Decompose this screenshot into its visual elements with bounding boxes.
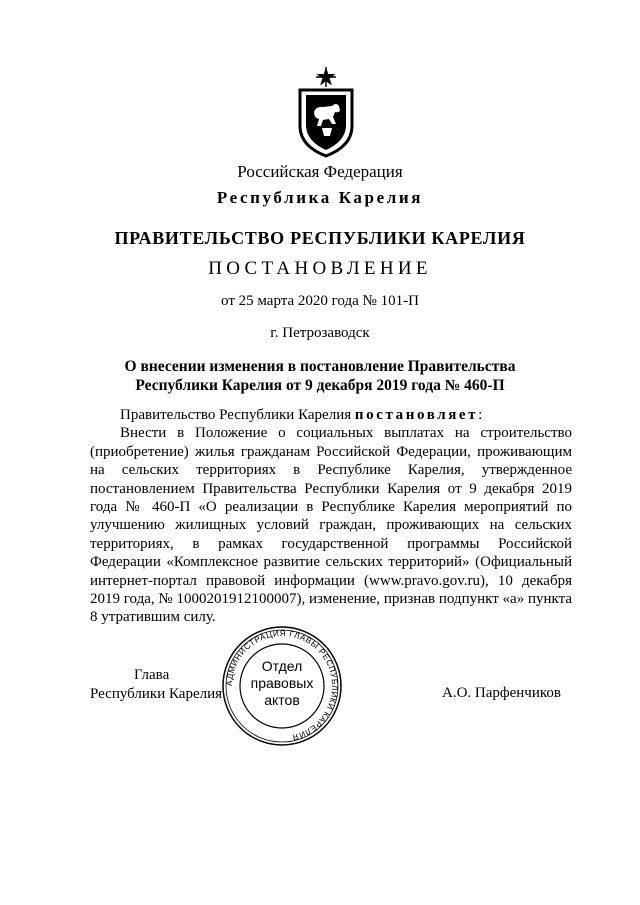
stamp-ring-text: АДМИНИСТРАЦИЯ ГЛАВЫ РЕСПУБЛИКИ КАРЕЛИЯ xyxy=(224,628,340,742)
stamp-line2: правовых xyxy=(250,675,314,691)
intro-verb: постановляет xyxy=(354,407,479,423)
intro-lead: Правительство Республики Карелия xyxy=(120,407,355,423)
document-type: ПОСТАНОВЛЕНИЕ xyxy=(208,258,432,279)
signatory-title-line2: Республики Карелия xyxy=(90,686,223,702)
document-city: г. Петрозаводск xyxy=(270,325,370,341)
subject-line: О внесении изменения в постановление Правительства xyxy=(124,358,516,375)
signatory-title-line1: Глава xyxy=(134,667,170,683)
legal-department-stamp xyxy=(220,624,344,748)
republic-name: Республика Карелия xyxy=(216,188,424,207)
document-subject xyxy=(100,357,540,395)
subject-line: Республики Карелия от 9 декабря 2019 года № 460-П xyxy=(135,377,505,394)
intro-colon: : xyxy=(478,407,483,423)
signatory-name: А.О. Парфенчиков xyxy=(442,685,561,701)
signatory-title xyxy=(90,666,222,704)
stamp-line1: Отдел xyxy=(261,658,303,674)
main-paragraph: Внести в Положение о социальных выплатах на строительство (приобретение) жилья гражданам Российской Федерации, проживающим на сельских территориях в Республике Карелия, утвержденное постановлением Правительства Республики Карелия от 9 декабря 2019 года № 460-П «О реализации в Республике Карелия мероприятий по улучшению жилищных условий граждан, проживающих на сельских территориях, в рамках государственной программы Российской Федерации «Комплексное развитие сельских территорий» (Официальный интернет-портал правовой информации (www.pravo.gov.ru), 10 декабря 2019 года, № 1000201912100007), изменение, признав подпункт «а» пункта 8 утратившим силу. xyxy=(90,425,572,626)
intro-line xyxy=(90,406,572,424)
document-body xyxy=(90,406,572,627)
karelia-coat-of-arms-icon xyxy=(292,66,360,158)
government-title: ПРАВИТЕЛЬСТВО РЕСПУБЛИКИ КАРЕЛИЯ xyxy=(114,228,526,248)
stamp-line3: актов xyxy=(264,692,300,708)
document-date: от 25 марта 2020 года № 101-П xyxy=(221,293,419,309)
country-name: Российская Федерация xyxy=(237,162,403,181)
